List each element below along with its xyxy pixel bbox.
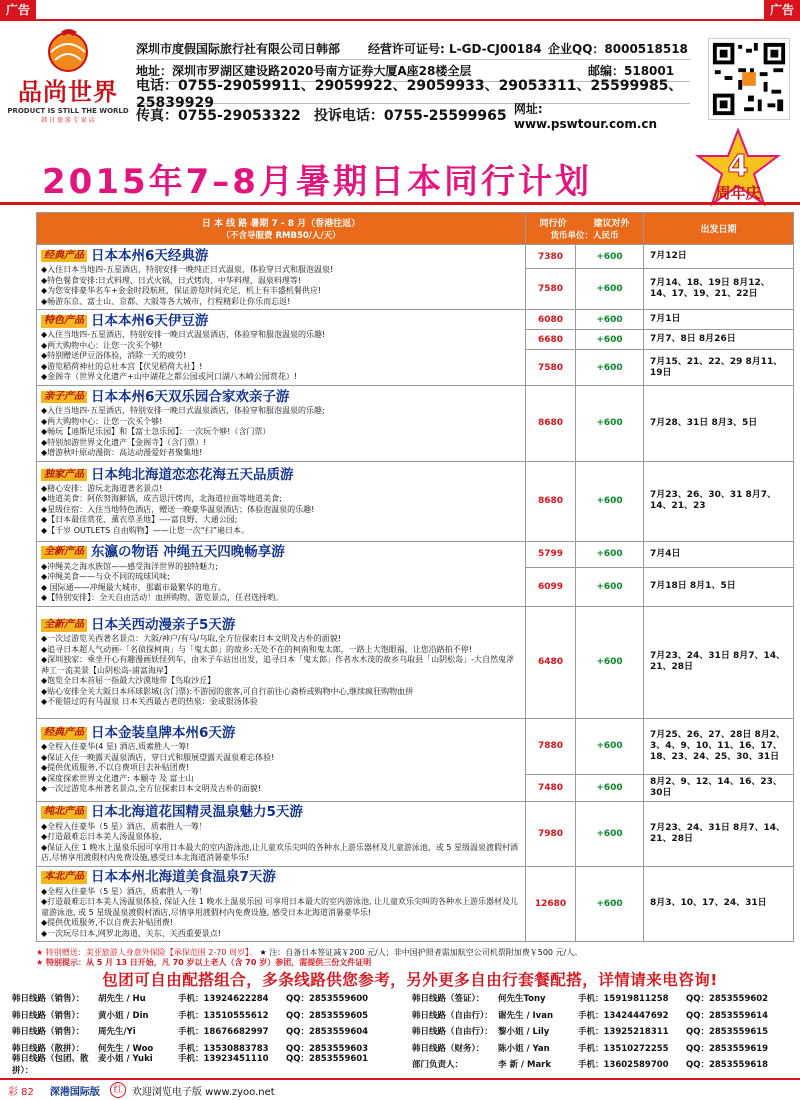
itinerary-row [37,718,794,774]
notes [36,948,794,968]
ad-label-right: 广告 [764,0,800,20]
product-feature: ◆冲绳美之海水族馆——感受海洋世界的独特魅力; [41,561,218,571]
product-feature: ◆保证入住一晚露天温泉酒店，穿日式和服展望露天温泉难忘体验! [41,752,275,762]
product-description [37,606,526,718]
departure-dates: 7月18日 8月1、5日 [644,567,794,606]
suggested-markup: +600 [576,606,644,718]
itinerary-row [37,541,794,567]
product-feature: ◆入住日本当地四-五星酒店，特别安排一晚纯正日式温泉，体验穿日式和服泡温泉! [41,265,334,274]
departure-dates: 7月15、21、22、29 8月11、19日 [644,350,794,386]
contact-entry [400,1058,800,1070]
company-info [136,38,690,131]
product-name: 日本纯北海道恋恋花海五天品质游 [91,466,294,483]
product-feature: ◆特色餐食安排:日式料理、日式火锅，日式烤肉、中华料理、温泉料理等! [41,275,302,285]
contact-phone: 手机：13530883783 [178,1043,269,1054]
product-badge: 本北产品 [41,871,87,884]
contact-name: 何先生 / Woo [98,1043,154,1054]
header-dates: 出发日期 [644,213,794,245]
suggested-markup: +600 [576,310,644,330]
header-route: 日 本 线 路 暑期 7 - 8 月（香港往返） （不含导服费 RMB50/人/天） [37,213,526,245]
departure-dates: 8月2、9、12、14、16、23、30日 [644,774,794,801]
product-name: 日本北海道花国精灵温泉魅力5天游 [91,804,303,821]
suggested-markup: +600 [576,269,644,310]
contact-dept: 韩日线路（销售）： [12,1010,85,1021]
itinerary-row [37,461,794,541]
product-feature: ◆一次过游览本州著名景点,全方位探索日本文明及古朴的面貌! [41,784,261,794]
itinerary-row [37,866,794,942]
website: 网址: www.pswtour.com.cn [513,101,658,131]
product-feature: ◆星级住宿：入住当地特色酒店，赠送一晚豪华温泉酒店；体验泡温泉的乐趣! [41,504,315,514]
company-row-1 [136,38,690,60]
contact-qq: QQ：2853559602 [686,994,769,1005]
contact-phone: 手机：13923451110 [178,1054,269,1065]
contact-dept: 韩日线路（销售）： [12,994,85,1005]
company-name: 深圳市度假国际旅行社有限公司日韩部 [136,42,341,56]
contact-name: 麦小姐 / Yuki [98,1054,153,1065]
contact-row [0,990,800,1007]
peer-price: 6480 [526,606,576,718]
contact-dept: 韩日线路（自由行）： [412,1010,493,1021]
contact-entry [400,1009,800,1021]
contact-row [0,1007,800,1024]
product-feature: ◆全程入住豪华(4 星) 酒店,质素胜人一筹! [41,742,190,752]
contact-row [0,1054,800,1077]
company-row-4 [136,101,690,131]
peer-price: 8680 [526,461,576,541]
contact-list [0,990,800,1077]
product-feature: ◆ 国际通——冲绳最大城市，那霸市最繁华的地方。 [41,582,226,592]
fax-number: 传真：0755-29053322 [136,108,301,124]
product-description [37,541,526,606]
edition-name: 深港国际版 [49,1086,100,1098]
suggested-markup: +600 [576,774,644,801]
product-feature: ◆增游秋叶原动漫街：高达动漫爱好者聚集地! [41,448,203,457]
contact-qq: QQ：2853559600 [286,994,369,1005]
contact-phone: 手机：13510555612 [178,1010,269,1021]
product-feature: ◆两大购物中心：让您一次买个够! [41,416,163,426]
company-qq: 企业QQ：8000518518 [548,42,688,56]
footer-site: 欢迎浏览电子版 www.zyoo.net [131,1086,275,1098]
contact-qq: QQ：2853559618 [686,1060,769,1071]
contact-dept: 韩日线路（包团、散拼）： [12,1054,89,1077]
suggested-markup: +600 [576,718,644,774]
contact-entry [0,992,400,1004]
contact-phone: 手机：13925218311 [578,1027,669,1038]
product-name: 日本金装皇牌本州6天游 [91,725,236,741]
globe-logo-icon [37,26,99,74]
departure-dates: 7月12日 [644,245,794,269]
product-feature: ◆【日本最佳赏花、薰衣草圣地】----富良野、大通公园; [41,515,238,525]
product-feature: ◆提供优质服务,不以自费项目去补贴团费! [41,763,189,773]
product-name: 日本本州6天双乐园合家欢亲子游 [91,388,290,405]
product-feature: ◆深圳独家：乘坐开心有趣漫画妖怪列车，由米子车站出出发，追寻日本「鬼太郎」作者水木茂的故乡乌取县「山阴松岛」-大自然鬼斧神工一流美景【山阴松岛-浦富海岸】 [41,655,515,675]
anniversary-number: 4 [727,149,749,184]
product-feature: ◆入住当地四-五星酒店，特别安排一晚日式温泉酒店，体验穿和服泡温泉的乐趣! [41,330,326,340]
product-title [41,724,521,742]
itinerary-row [37,606,794,718]
product-feature: ◆打造最难忘日本美人汤温泉体验, 保证入住 1 晚水上温泉乐园 可享用日本最大的室内游泳池, 让儿童欢乐尖叫的各种水上游乐器材及儿童游泳池, 或 5 星级温泉渡假村酒店,尽情享用渡假村内免费设施, 感受日本北海道消暑豪华乐! [41,897,519,917]
contact-qq: QQ：2853559601 [286,1054,369,1065]
license-number: 经营许可证号: L-GD-CJ00184 [368,42,542,56]
product-feature: ◆饱览全日本首屈一指最大沙漠地带【鸟取沙丘】 [41,676,216,686]
product-feature: ◆全程入住豪华（5 星）酒店，质素胜人一筹！ [41,886,207,896]
product-badge: 经典产品 [41,727,87,740]
product-feature: ◆金阁寺（世界文化遗产+山中湖花之都公园或河口湖八木崎公园赏花）! [41,372,298,382]
departure-dates: 7月23、24、31日 8月7、14、21、28日 [644,801,794,866]
product-description [37,718,526,801]
product-name: 日本本州6天经典游 [91,247,209,264]
product-feature: ◆打造最难忘日本美人汤温泉体验, [41,832,162,841]
departure-dates: 7月14、18、19日 8月12、14、17、19、21、22日 [644,269,794,310]
departure-dates: 8月3、10、17、24、31日 [644,866,794,942]
note-line-1: ★ 特别赠送：美亚旅游人身意外保险【承保范围 2-70 周岁】。 ★ 注：自备日本签证减￥200 元/人；非中国护照者需加航空公司机票附加费￥500 元/人。 [36,948,583,957]
page-headline: 2015年7–8月暑期日本同行计划 [42,162,592,202]
contact-phone: 手机：13602589700 [578,1060,669,1071]
contact-phone: 手机：13424447692 [578,1010,669,1021]
header-price: 同行价 建议对外 货币单位：人民币 [526,213,644,245]
product-description [37,245,526,310]
headline-area [0,136,800,202]
contact-phone: 手机：13510272255 [578,1043,669,1054]
contact-dept: 部门负责人： [412,1060,464,1071]
product-title [41,544,521,562]
peer-price: 7380 [526,245,576,269]
product-feature: ◆畅游东京、富士山、京都、大阪等各大城市，行程精彩让你乐而忘返! [41,296,291,306]
product-name: 日本关西动漫亲子5天游 [91,617,236,633]
edition-circle-icon: 红 [110,1082,126,1098]
page-number: 彩 82 [8,1086,34,1098]
peer-price: 6080 [526,310,576,330]
contact-name: 黄小姐 / Din [98,1010,149,1021]
contact-entry [400,992,800,1004]
product-title [41,616,521,634]
product-name: 日本本州北海道美食温泉7天游 [91,869,276,886]
product-title [41,312,521,330]
departure-dates: 7月25、26、27、28日 8月2、3、4、9、10、11、16、17、18、23、24、25、30、31日 [644,718,794,774]
peer-price: 7580 [526,350,576,386]
product-feature: ◆追寻日本超人气动画-「名侦探柯南」与「鬼太郎」的故乡:无处不在的柯南和鬼太郎，一路上大饱眼福，让您沿路拍不停! [41,644,472,654]
company-logo [4,26,132,126]
product-feature: ◆深度探索世界文化遗产: 本願寺 及 富士山 [41,773,194,783]
contact-qq: QQ：2853559619 [686,1043,769,1054]
contact-entry [0,1052,400,1076]
product-feature: ◆冲绳美食——与众不同的琉球风味; [41,572,170,581]
product-badge: 特色产品 [41,315,87,328]
product-feature: ◆保证入住 1 晚水上温泉乐园可享用日本最大的室内游泳池,让儿童欢乐尖叫的各种水上游乐器材及儿童游泳池，或 5 星级温泉渡假村酒店,尽情享用渡假村内免费设施,感受日本北海道消暑豪华乐! [41,842,519,862]
product-feature: ◆一次玩尽日本,网罗北海道、关东、关西重要景点! [41,928,221,938]
product-feature: ◆精心安排：游玩北海道著名景点! [41,483,163,493]
contact-entry [400,1042,800,1054]
product-name: 东瀛の物语 冲绳五天四晚畅享游 [91,544,285,561]
itinerary-row [37,386,794,462]
brand-subtitle: 韩 日 旅 游 专 家 店 [41,117,95,124]
complaint-phone: 投诉电话：0755-25599965 [313,108,507,124]
contact-entry [0,1009,400,1021]
suggested-markup: +600 [576,461,644,541]
product-description [37,386,526,462]
contact-name: 陈小姐 / Yan [498,1043,550,1054]
suggested-markup: +600 [576,245,644,269]
peer-price: 7880 [526,718,576,774]
contact-phone: 手机：13924622284 [178,994,269,1005]
contact-phone: 手机：18676682997 [178,1027,269,1038]
product-feature: ◆游览稻荷神社的总社本宫【伏见稻荷大社】! [41,361,203,371]
contact-qq: QQ：2853559603 [286,1043,369,1054]
phone-numbers: 电话：0755-29059911、29059922、29059933、29053311、25599985、25839929 [136,77,683,111]
departure-dates: 7月28、31日 8月3、5日 [644,386,794,462]
suggested-markup: +600 [576,330,644,350]
peer-price: 7480 [526,774,576,801]
contact-qq: QQ：2853559614 [686,1010,769,1021]
top-rule [0,19,800,21]
consult-slogan: 包团可自由配搭组合，多条线路供您参考，另外更多自由行套餐配搭，详情请来电咨询! [102,971,718,989]
contact-phone: 手机：15919811258 [578,994,669,1005]
product-badge: 亲子产品 [41,391,87,404]
product-feature: ◆入住当地四-五星酒店，特别安排一晚日式温泉酒店，体验穿和服泡温泉的乐趣; [41,406,325,415]
contact-name: 黎小姐 / Lily [498,1027,550,1038]
suggested-markup: +600 [576,386,644,462]
contact-qq: QQ：2853559615 [686,1027,769,1038]
contact-name: 胡先生 / Hu [98,994,146,1005]
peer-price: 5799 [526,541,576,567]
anniversary-badge [690,126,786,222]
product-description [37,461,526,541]
product-feature: ◆全程入住豪华（5 星）酒店，质素胜人一筹！ [41,821,207,831]
product-feature: ◆为您安排豪华名车+金金时段航班，保证游览时间充足，机上有丰盛机餐供应! [41,286,322,295]
contact-row [0,1023,800,1040]
peer-price: 6099 [526,567,576,606]
product-title [41,466,521,484]
product-feature: ◆不能错过的有马温泉 日本关西最古老的热泉：金或银汤体验 [41,697,258,707]
suggested-markup: +600 [576,866,644,942]
product-feature: ◆特别加游世界文化遗产【金阁寺】（含门票）! [41,437,207,447]
suggested-markup: +600 [576,801,644,866]
departure-dates: 7月23、24、31日 8月7、14、21、28日 [644,606,794,718]
contact-qq: QQ：2853559604 [286,1027,369,1038]
contact-dept: 韩日线路（财务）： [412,1043,485,1054]
product-badge: 独家产品 [41,469,87,482]
product-badge: 纯北产品 [41,806,87,819]
peer-price: 8680 [526,386,576,462]
contact-name: 周先生/Yi [98,1027,136,1038]
departure-dates: 7月4日 [644,541,794,567]
product-badge: 经典产品 [41,250,87,263]
ad-label-left: 广告 [0,0,36,20]
product-description [37,801,526,866]
contact-name: 何先生Tony [498,994,546,1005]
product-badge: 全新产品 [41,546,87,559]
product-description [37,310,526,386]
product-description [37,866,526,942]
anniversary-text: 周年庆 [715,184,761,202]
product-title [41,804,521,822]
departure-dates: 7月7、8日 8月26日 [644,330,794,350]
itinerary-row [37,245,794,269]
peer-price: 12680 [526,866,576,942]
contact-dept: 韩日线路（散拼）： [12,1043,85,1054]
peer-price: 7580 [526,269,576,310]
contact-dept: 韩日线路（签证）： [412,994,485,1005]
product-name: 日本本州6天伊豆游 [91,313,209,329]
product-title [41,247,521,265]
contact-qq: QQ：2853559605 [286,1010,369,1021]
product-feature: ◆【千岁 OUTLETS 自由购物】——让您一次“扫”遍日本。 [41,525,250,535]
itinerary-row [37,801,794,866]
product-feature: ◆特别赠送伊豆浴体验，消除一天的疲劳! [41,351,187,361]
suggested-markup: +600 [576,567,644,606]
qr-code-icon [708,38,790,120]
brand-slogan: PRODUCT IS STILL THE WORLD [7,107,129,115]
itinerary-table [36,212,794,942]
note-line-2: ★ 特别提示：从 5 月 13 日开始，凡 70 岁以上老人（含 70 岁）参团，需提供三份文件证明 [36,958,372,967]
departure-dates: 7月23、26、30、31 8月7、14、21、23 [644,461,794,541]
brand-name: 品尚世界 [18,78,118,106]
company-address: 地址：深圳市罗湖区建设路2020号南方证券大厦A座28楼全层 [136,64,472,78]
product-feature: ◆贴心安排全关大阪日本环球影城(含门票):不游园的旅客,可自行前往心斋桥或购物中心,继续疯狂购物血拼 [41,686,414,696]
product-feature: ◆【特别安排】：全天自由活动！血拼购物、游览景点，任君选择哟。 [41,593,284,602]
contact-dept: 韩日线路（销售）： [12,1027,85,1038]
product-feature: ◆畅玩【迪斯尼乐园】和【富士急乐园】：一次玩个够!（含门票） [41,427,271,436]
product-feature: ◆地道美食：阿依努海鲜锅，成吉思汗烤肉，北海道拉面等地道美食; [41,494,282,504]
product-badge: 全新产品 [41,619,87,632]
product-title [41,388,521,406]
departure-dates: 7月1日 [644,310,794,330]
suggested-markup: +600 [576,541,644,567]
product-title [41,869,521,887]
product-feature: ◆一次过游览关西著名景点：大阪/神户/有马/乌取,全方位探索日本文明及古朴的面貌! [41,634,341,644]
product-feature: ◆提供优质服务,不以自费去补贴团费! [41,918,173,927]
headline-rule [0,202,800,205]
peer-price: 6680 [526,330,576,350]
product-feature: ◆两大购物中心：让您一次买个够! [41,340,163,350]
postcode: 邮编：518001 [588,64,675,78]
itinerary-row [37,310,794,330]
contact-entry [400,1025,800,1037]
contact-dept: 韩日线路（自由行）： [412,1027,493,1038]
contact-name: 谢先生 / Ivan [498,1010,554,1021]
page-footer [0,1078,800,1100]
contact-entry [0,1025,400,1037]
suggested-markup: +600 [576,350,644,386]
contact-name: 李 新 / Mark [498,1060,552,1071]
peer-price: 7980 [526,801,576,866]
